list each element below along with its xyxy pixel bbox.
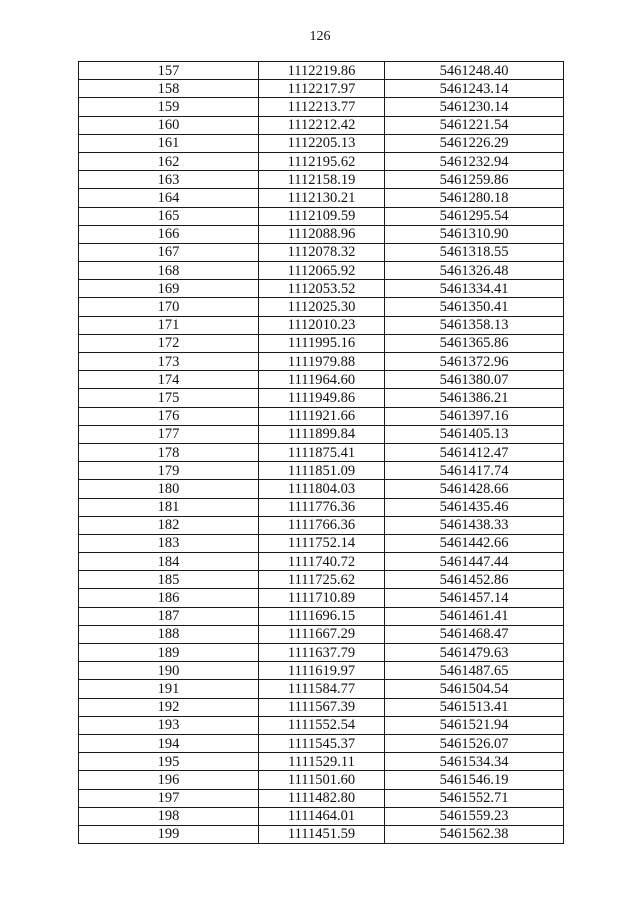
x-coordinate-cell: 1111584.77 <box>259 680 385 698</box>
table-row <box>79 189 564 207</box>
table-row <box>79 534 564 552</box>
y-coordinate-cell: 5461412.47 <box>385 443 564 461</box>
y-coordinate-cell: 5461334.41 <box>385 280 564 298</box>
point-number-cell: 169 <box>79 280 259 298</box>
table-row <box>79 662 564 680</box>
y-coordinate-cell: 5461243.14 <box>385 80 564 98</box>
y-coordinate-cell: 5461435.46 <box>385 498 564 516</box>
x-coordinate-cell: 1112088.96 <box>259 225 385 243</box>
table-row <box>79 225 564 243</box>
table-row <box>79 280 564 298</box>
y-coordinate-cell: 5461559.23 <box>385 807 564 825</box>
y-coordinate-cell: 5461513.41 <box>385 698 564 716</box>
table-row <box>79 334 564 352</box>
x-coordinate-cell: 1112025.30 <box>259 298 385 316</box>
table-row <box>79 62 564 80</box>
table-row <box>79 807 564 825</box>
x-coordinate-cell: 1111710.89 <box>259 589 385 607</box>
x-coordinate-cell: 1111529.11 <box>259 753 385 771</box>
x-coordinate-cell: 1112195.62 <box>259 152 385 170</box>
y-coordinate-cell: 5461405.13 <box>385 425 564 443</box>
point-number-cell: 173 <box>79 353 259 371</box>
point-number-cell: 178 <box>79 443 259 461</box>
table-row <box>79 80 564 98</box>
table-row <box>79 753 564 771</box>
x-coordinate-cell: 1111552.54 <box>259 716 385 734</box>
point-number-cell: 189 <box>79 644 259 662</box>
point-number-cell: 177 <box>79 425 259 443</box>
x-coordinate-cell: 1111875.41 <box>259 443 385 461</box>
x-coordinate-cell: 1111979.88 <box>259 353 385 371</box>
x-coordinate-cell: 1111752.14 <box>259 534 385 552</box>
point-number-cell: 170 <box>79 298 259 316</box>
y-coordinate-cell: 5461521.94 <box>385 716 564 734</box>
table-row <box>79 353 564 371</box>
point-number-cell: 182 <box>79 516 259 534</box>
table-row <box>79 262 564 280</box>
x-coordinate-cell: 1111995.16 <box>259 334 385 352</box>
table-row <box>79 134 564 152</box>
point-number-cell: 171 <box>79 316 259 334</box>
table-row <box>79 443 564 461</box>
y-coordinate-cell: 5461295.54 <box>385 207 564 225</box>
table-row <box>79 553 564 571</box>
table-row <box>79 116 564 134</box>
x-coordinate-cell: 1111464.01 <box>259 807 385 825</box>
point-number-cell: 186 <box>79 589 259 607</box>
point-number-cell: 158 <box>79 80 259 98</box>
x-coordinate-cell: 1111451.59 <box>259 825 385 843</box>
y-coordinate-cell: 5461461.41 <box>385 607 564 625</box>
table-row <box>79 571 564 589</box>
x-coordinate-cell: 1111482.80 <box>259 789 385 807</box>
y-coordinate-cell: 5461380.07 <box>385 371 564 389</box>
point-number-cell: 184 <box>79 553 259 571</box>
y-coordinate-cell: 5461457.14 <box>385 589 564 607</box>
point-number-cell: 180 <box>79 480 259 498</box>
y-coordinate-cell: 5461428.66 <box>385 480 564 498</box>
x-coordinate-cell: 1112109.59 <box>259 207 385 225</box>
x-coordinate-cell: 1112130.21 <box>259 189 385 207</box>
table-row <box>79 207 564 225</box>
point-number-cell: 168 <box>79 262 259 280</box>
y-coordinate-cell: 5461487.65 <box>385 662 564 680</box>
point-number-cell: 196 <box>79 771 259 789</box>
x-coordinate-cell: 1111766.36 <box>259 516 385 534</box>
page-number: 126 <box>309 29 331 44</box>
table-row <box>79 698 564 716</box>
y-coordinate-cell: 5461365.86 <box>385 334 564 352</box>
point-number-cell: 161 <box>79 134 259 152</box>
point-number-cell: 172 <box>79 334 259 352</box>
x-coordinate-cell: 1111804.03 <box>259 480 385 498</box>
table-row <box>79 152 564 170</box>
x-coordinate-cell: 1111949.86 <box>259 389 385 407</box>
y-coordinate-cell: 5461386.21 <box>385 389 564 407</box>
point-number-cell: 179 <box>79 462 259 480</box>
table-row <box>79 480 564 498</box>
y-coordinate-cell: 5461552.71 <box>385 789 564 807</box>
x-coordinate-cell: 1111851.09 <box>259 462 385 480</box>
x-coordinate-cell: 1111696.15 <box>259 607 385 625</box>
y-coordinate-cell: 5461447.44 <box>385 553 564 571</box>
y-coordinate-cell: 5461546.19 <box>385 771 564 789</box>
point-number-cell: 181 <box>79 498 259 516</box>
coordinates-table-body <box>79 62 564 844</box>
point-number-cell: 194 <box>79 734 259 752</box>
point-number-cell: 174 <box>79 371 259 389</box>
x-coordinate-cell: 1111776.36 <box>259 498 385 516</box>
point-number-cell: 192 <box>79 698 259 716</box>
x-coordinate-cell: 1111637.79 <box>259 644 385 662</box>
y-coordinate-cell: 5461479.63 <box>385 644 564 662</box>
table-row <box>79 371 564 389</box>
x-coordinate-cell: 1111545.37 <box>259 734 385 752</box>
table-row <box>79 680 564 698</box>
x-coordinate-cell: 1112219.86 <box>259 62 385 80</box>
table-row <box>79 589 564 607</box>
y-coordinate-cell: 5461452.86 <box>385 571 564 589</box>
point-number-cell: 183 <box>79 534 259 552</box>
table-row <box>79 298 564 316</box>
y-coordinate-cell: 5461397.16 <box>385 407 564 425</box>
point-number-cell: 157 <box>79 62 259 80</box>
table-row <box>79 644 564 662</box>
x-coordinate-cell: 1112217.97 <box>259 80 385 98</box>
table-row <box>79 389 564 407</box>
x-coordinate-cell: 1112078.32 <box>259 243 385 261</box>
y-coordinate-cell: 5461504.54 <box>385 680 564 698</box>
table-row <box>79 425 564 443</box>
x-coordinate-cell: 1111964.60 <box>259 371 385 389</box>
x-coordinate-cell: 1111899.84 <box>259 425 385 443</box>
y-coordinate-cell: 5461232.94 <box>385 152 564 170</box>
y-coordinate-cell: 5461438.33 <box>385 516 564 534</box>
y-coordinate-cell: 5461526.07 <box>385 734 564 752</box>
table-row <box>79 98 564 116</box>
x-coordinate-cell: 1112205.13 <box>259 134 385 152</box>
x-coordinate-cell: 1111921.66 <box>259 407 385 425</box>
point-number-cell: 159 <box>79 98 259 116</box>
y-coordinate-cell: 5461562.38 <box>385 825 564 843</box>
point-number-cell: 162 <box>79 152 259 170</box>
y-coordinate-cell: 5461468.47 <box>385 625 564 643</box>
x-coordinate-cell: 1111740.72 <box>259 553 385 571</box>
table-row <box>79 171 564 189</box>
y-coordinate-cell: 5461230.14 <box>385 98 564 116</box>
point-number-cell: 165 <box>79 207 259 225</box>
x-coordinate-cell: 1112053.52 <box>259 280 385 298</box>
point-number-cell: 163 <box>79 171 259 189</box>
y-coordinate-cell: 5461358.13 <box>385 316 564 334</box>
point-number-cell: 199 <box>79 825 259 843</box>
point-number-cell: 185 <box>79 571 259 589</box>
point-number-cell: 175 <box>79 389 259 407</box>
table-row <box>79 243 564 261</box>
point-number-cell: 166 <box>79 225 259 243</box>
point-number-cell: 193 <box>79 716 259 734</box>
point-number-cell: 187 <box>79 607 259 625</box>
x-coordinate-cell: 1112065.92 <box>259 262 385 280</box>
x-coordinate-cell: 1112213.77 <box>259 98 385 116</box>
table-row <box>79 734 564 752</box>
y-coordinate-cell: 5461310.90 <box>385 225 564 243</box>
table-row <box>79 498 564 516</box>
y-coordinate-cell: 5461326.48 <box>385 262 564 280</box>
y-coordinate-cell: 5461226.29 <box>385 134 564 152</box>
y-coordinate-cell: 5461442.66 <box>385 534 564 552</box>
point-number-cell: 197 <box>79 789 259 807</box>
point-number-cell: 195 <box>79 753 259 771</box>
table-row <box>79 625 564 643</box>
point-number-cell: 176 <box>79 407 259 425</box>
y-coordinate-cell: 5461534.34 <box>385 753 564 771</box>
x-coordinate-cell: 1111501.60 <box>259 771 385 789</box>
point-number-cell: 198 <box>79 807 259 825</box>
point-number-cell: 190 <box>79 662 259 680</box>
y-coordinate-cell: 5461372.96 <box>385 353 564 371</box>
table-row <box>79 407 564 425</box>
x-coordinate-cell: 1111725.62 <box>259 571 385 589</box>
point-number-cell: 164 <box>79 189 259 207</box>
table-row <box>79 516 564 534</box>
table-row <box>79 316 564 334</box>
y-coordinate-cell: 5461248.40 <box>385 62 564 80</box>
y-coordinate-cell: 5461318.55 <box>385 243 564 261</box>
table-row <box>79 607 564 625</box>
x-coordinate-cell: 1111567.39 <box>259 698 385 716</box>
coordinates-table <box>78 61 564 844</box>
table-row <box>79 716 564 734</box>
y-coordinate-cell: 5461259.86 <box>385 171 564 189</box>
x-coordinate-cell: 1112158.19 <box>259 171 385 189</box>
y-coordinate-cell: 5461350.41 <box>385 298 564 316</box>
point-number-cell: 167 <box>79 243 259 261</box>
y-coordinate-cell: 5461221.54 <box>385 116 564 134</box>
point-number-cell: 191 <box>79 680 259 698</box>
x-coordinate-cell: 1111619.97 <box>259 662 385 680</box>
x-coordinate-cell: 1111667.29 <box>259 625 385 643</box>
table-row <box>79 789 564 807</box>
y-coordinate-cell: 5461417.74 <box>385 462 564 480</box>
table-row <box>79 771 564 789</box>
point-number-cell: 160 <box>79 116 259 134</box>
x-coordinate-cell: 1112010.23 <box>259 316 385 334</box>
y-coordinate-cell: 5461280.18 <box>385 189 564 207</box>
table-row <box>79 462 564 480</box>
table-row <box>79 825 564 843</box>
x-coordinate-cell: 1112212.42 <box>259 116 385 134</box>
point-number-cell: 188 <box>79 625 259 643</box>
